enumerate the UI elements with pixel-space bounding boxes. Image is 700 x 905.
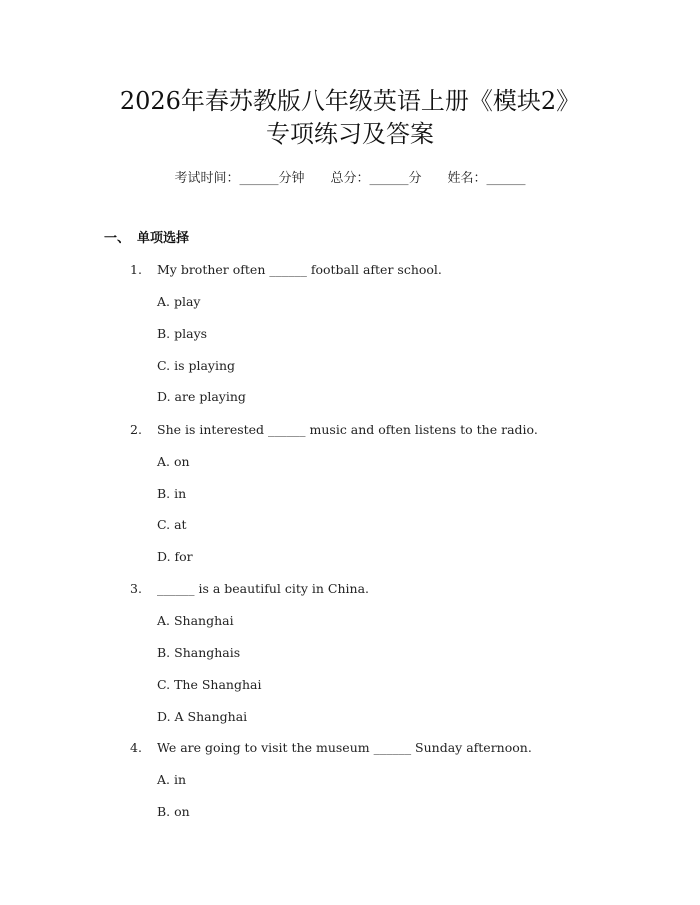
section-title: 单项选择 [137, 231, 190, 246]
answer-option: A. play [157, 294, 201, 309]
answer-option: B. Shanghais [157, 645, 241, 660]
answer-option: D. are playing [157, 389, 246, 404]
answer-option: B. plays [157, 326, 208, 341]
question-text: We are going to visit the museum ______ Sunday afternoon. [157, 740, 532, 755]
question-number: 1. [130, 262, 142, 277]
answer-option: B. on [157, 804, 190, 819]
exam-meta [0, 170, 700, 188]
question-number: 2. [130, 422, 142, 437]
answer-option: C. The Shanghai [157, 677, 262, 692]
question-text: My brother often ______ football after school. [157, 262, 442, 277]
answer-option: D. A Shanghai [157, 709, 248, 724]
document-title: 2026年春苏教版八年级英语上册《模块2》 [119, 87, 581, 115]
question-number: 3. [130, 581, 142, 596]
document-subtitle: 专项练习及答案 [266, 120, 434, 148]
student-name: 姓名：______ [447, 171, 526, 186]
answer-option: C. is playing [157, 358, 236, 373]
section-heading [104, 230, 189, 248]
answer-option: B. in [157, 486, 187, 501]
answer-option: C. at [157, 517, 187, 532]
question-number: 4. [130, 740, 142, 755]
exam-time: 考试时间：______分钟 [174, 171, 305, 186]
answer-option: A. Shanghai [157, 613, 234, 628]
question-text: ______ is a beautiful city in China. [157, 581, 370, 596]
answer-option: A. in [157, 772, 187, 787]
answer-option: A. on [157, 454, 190, 469]
question-text: She is interested ______ music and often listens to the radio. [157, 422, 538, 437]
section-number: 一、 [104, 231, 131, 246]
answer-option: D. for [157, 549, 193, 564]
exam-score: 总分：______分 [330, 171, 422, 186]
